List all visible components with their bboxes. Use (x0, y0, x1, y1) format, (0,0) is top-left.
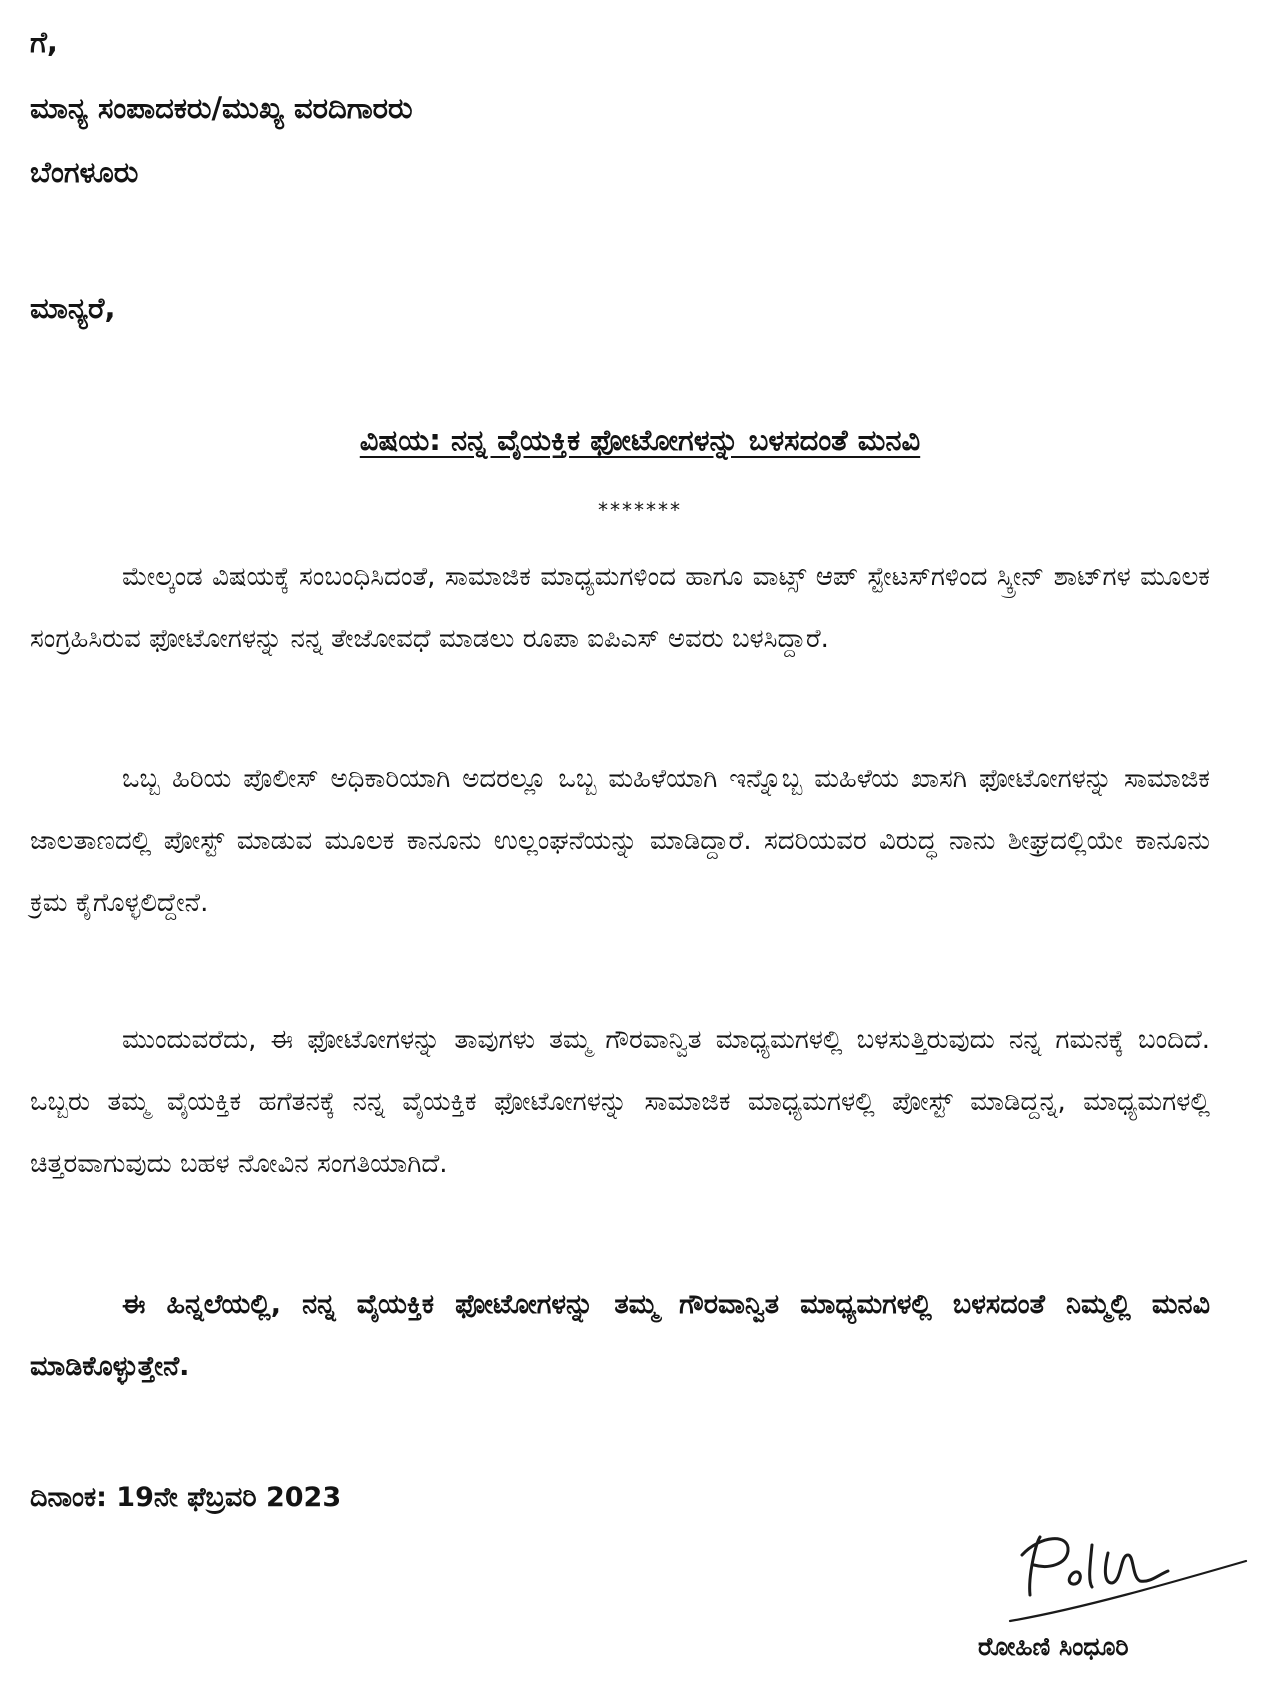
salutation: ಮಾನ್ಯರೆ, (30, 291, 116, 325)
signer-name: ರೋಹಿಣಿ ಸಿಂಧೂರಿ (978, 1632, 1129, 1661)
recipient-city: ಬೆಂಗಳೂರು (30, 155, 139, 189)
subject-line: ವಿಷಯ: ನನ್ನ ವೈಯಕ್ತಿಕ ಫೋಟೋಗಳನ್ನು ಬಳಸದಂತೆ ಮನವಿ (359, 423, 921, 457)
request-paragraph: ಈ ಹಿನ್ನಲೆಯಲ್ಲಿ, ನನ್ನ ವೈಯಕ್ತಿಕ ಫೋಟೋಗಳನ್ನು ತಮ್ಮ ಗೌರವಾನ್ವಿತ ಮಾಧ್ಯಮಗಳಲ್ಲಿ ಬಳಸದಂತೆ ನಿಮ್ಮಲ್ಲಿ ಮನವಿ ಮಾಡಿಕೊಳ್ಳುತ್ತೇನೆ. (30, 1289, 1210, 1382)
body-paragraph-1: ಮೇಲ್ಕಂಡ ವಿಷಯಕ್ಕೆ ಸಂಬಂಧಿಸಿದಂತೆ, ಸಾಮಾಜಿಕ ಮಾಧ್ಯಮಗಳಿಂದ ಹಾಗೂ ವಾಟ್ಸ್ ಆಪ್ ಸ್ಟೇಟಸ್‌ಗಳಿಂದ ಸ್ಕ್ರೀನ್ ಶಾಟ್‌ಗಳ ಮೂಲಕ ಸಂಗ್ರಹಿಸಿರುವ ಫೋಟೋಗಳನ್ನು ನನ್ನ ತೇಜೋವಧೆ ಮಾಡಲು ರೂಪಾ ಐಪಿಎಸ್ ಅವರು ಬಳಸಿದ್ದಾರೆ. (30, 562, 1210, 654)
body-paragraph-3: ಮುಂದುವರೆದು, ಈ ಫೋಟೋಗಳನ್ನು ತಾವುಗಳು ತಮ್ಮ ಗೌರವಾನ್ವಿತ ಮಾಧ್ಯಮಗಳಲ್ಲಿ ಬಳಸುತ್ತಿರುವುದು ನನ್ನ ಗಮನಕ್ಕೆ ಬಂದಿದೆ. ಒಬ್ಬರು ತಮ್ಮ ವೈಯಕ್ತಿಕ ಹಗೆತನಕ್ಕೆ ನನ್ನ ವೈಯಕ್ತಿಕ ಫೋಟೋಗಳನ್ನು ಸಾಮಾಜಿಕ ಮಾಧ್ಯಮಗಳಲ್ಲಿ ಪೋಸ್ಟ್ ಮಾಡಿದ್ದನ್ನ, ಮಾಧ್ಯಮಗಳಲ್ಲಿ ಚಿತ್ತರವಾಗುವುದು ಬಹಳ ನೋವಿನ ಸಂಗತಿಯಾಗಿದೆ. (30, 1025, 1210, 1179)
recipient-title: ಮಾನ್ಯ ಸಂಪಾದಕರು/ಮುಖ್ಯ ವರದಿಗಾರರು (30, 91, 413, 125)
date-line: ದಿನಾಂಕ: 19ನೇ ಫೆಬ್ರವರಿ 2023 (30, 1482, 342, 1513)
body-paragraph-2: ಒಬ್ಬ ಹಿರಿಯ ಪೊಲೀಸ್ ಅಧಿಕಾರಿಯಾಗಿ ಅದರಲ್ಲೂ ಒಬ್ಬ ಮಹಿಳೆಯಾಗಿ ಇನ್ನೊಬ್ಬ ಮಹಿಳೆಯ ಖಾಸಗಿ ಫೋಟೋಗಳನ್ನು ಸಾಮಾಜಿಕ ಜಾಲತಾಣದಲ್ಲಿ ಪೋಸ್ಟ್ ಮಾಡುವ ಮೂಲಕ ಕಾನೂನು ಉಲ್ಲಂಘನೆಯನ್ನು ಮಾಡಿದ್ದಾರೆ. ಸದರಿಯವರ ವಿರುದ್ಧ ನಾನು ಶೀಘ್ರದಲ್ಲಿಯೇ ಕಾನೂನು ಕ್ರಮ ಕೈಗೊಳ್ಳಲಿದ್ದೇನೆ. (30, 764, 1210, 918)
separator-stars: ******* (598, 498, 682, 522)
recipient-prefix: ಗೆ, (30, 25, 58, 59)
handwritten-signature (1000, 1525, 1250, 1625)
